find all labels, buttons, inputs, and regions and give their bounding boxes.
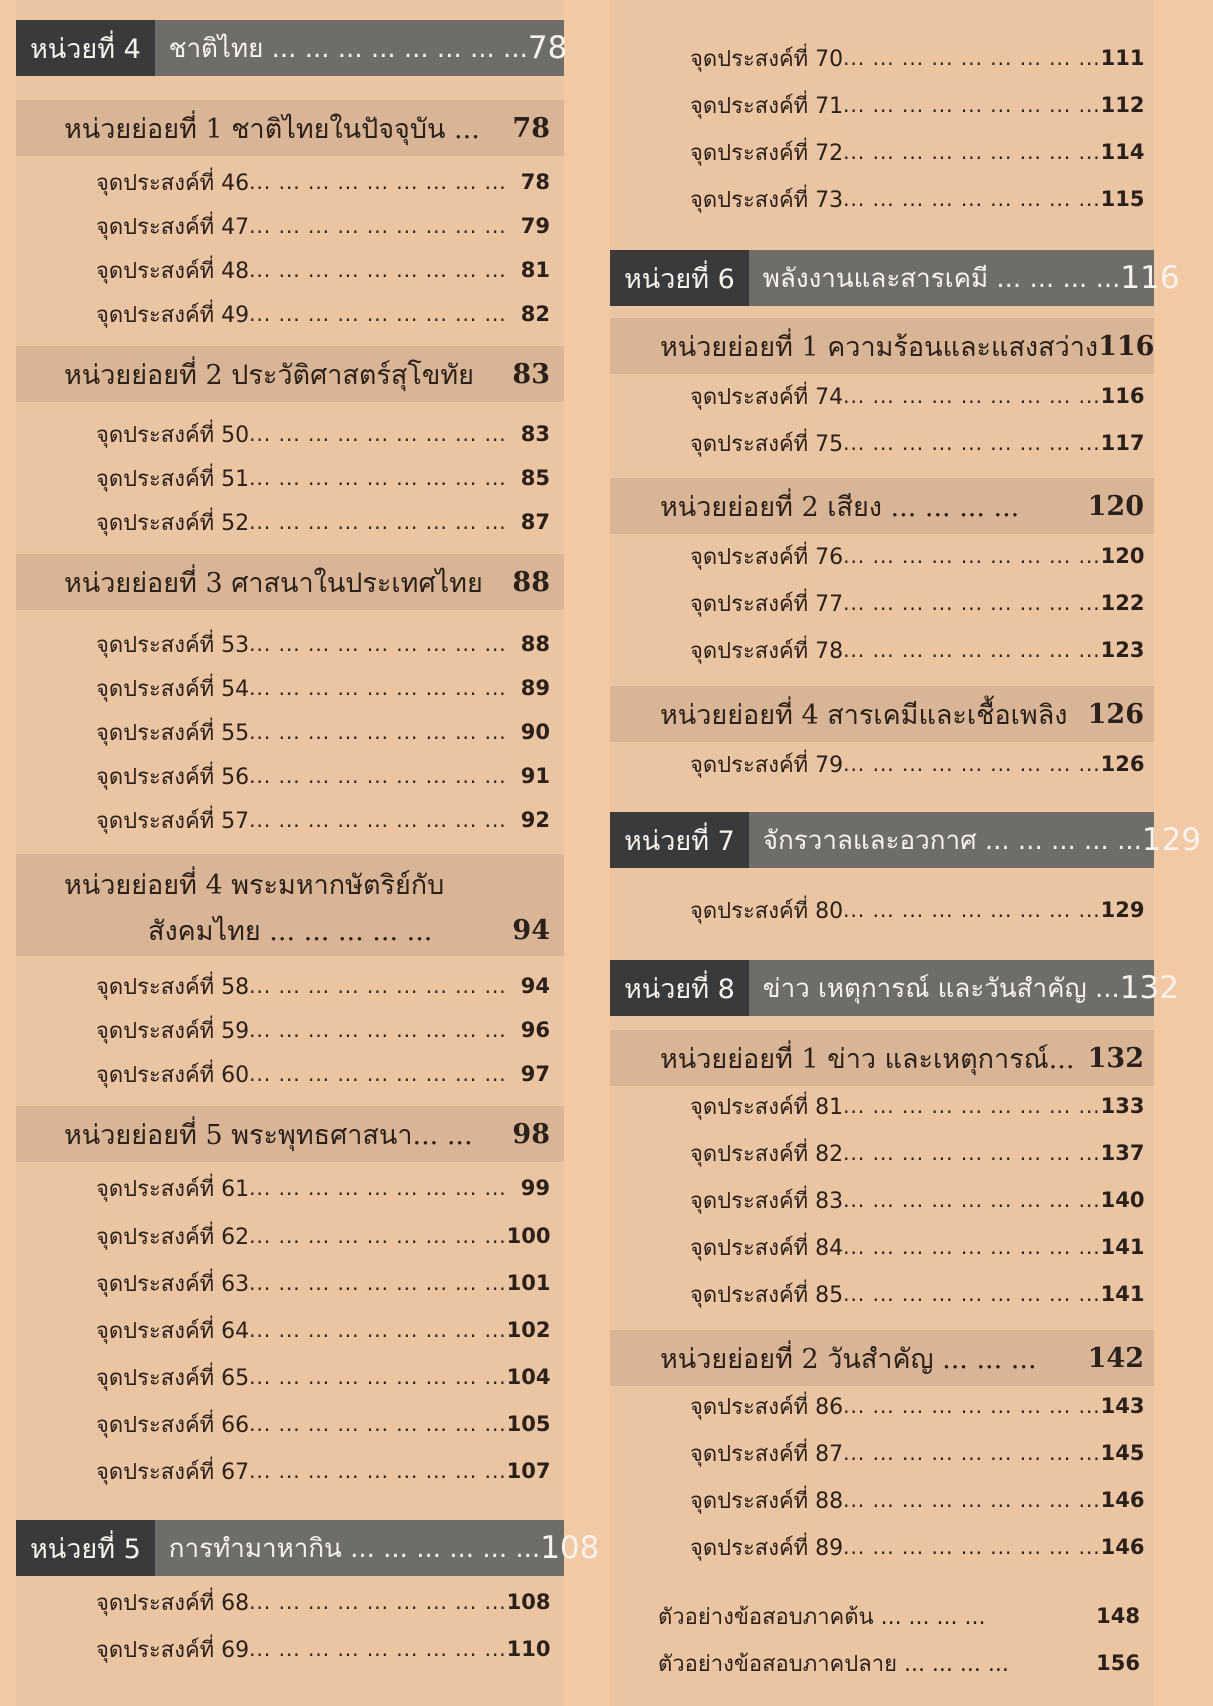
objective-row[interactable] — [16, 1582, 564, 1622]
objective-label: จุดประสงค์ที่ 69 — [96, 1637, 250, 1663]
objective-page: 108 — [506, 1590, 551, 1614]
objective-row[interactable] — [16, 1216, 564, 1256]
unit-title: ชาติไทย ... ... ... ... ... ... ... ... — [168, 33, 528, 64]
leader-dots: ... ... ... ... ... ... ... ... ... — [843, 898, 1101, 922]
objective-page: 92 — [520, 808, 550, 832]
leader-dots: ... ... ... ... ... ... ... ... ... — [249, 1637, 507, 1661]
objective-page: 141 — [1100, 1235, 1145, 1259]
subunit-label: หน่วยย่อยที่ 5 พระพุทธศาสนา... ... — [64, 1119, 473, 1151]
objective-label: จุดประสงค์ที่ 60 — [96, 1062, 250, 1088]
objective-row[interactable] — [16, 668, 564, 708]
objective-row[interactable] — [16, 162, 564, 202]
objective-row[interactable] — [610, 85, 1154, 125]
objective-row[interactable] — [16, 624, 564, 664]
objective-row[interactable] — [16, 1451, 564, 1491]
subunit-page: 142 — [1087, 1342, 1144, 1374]
leader-dots: ... ... ... ... ... ... ... ... ... — [843, 1441, 1101, 1465]
objective-row[interactable] — [16, 414, 564, 454]
objective-page: 102 — [506, 1318, 551, 1342]
unit-tag: หน่วยที่ 8 — [610, 960, 749, 1016]
objective-page: 122 — [1100, 591, 1145, 615]
unit-title: การทำมาหากิน ... ... ... ... ... ... — [168, 1533, 541, 1564]
subunit-label: หน่วยย่อยที่ 1 ความร้อนและแสงสว่าง — [660, 331, 1099, 363]
objective-row[interactable] — [16, 458, 564, 498]
subunit-page: 83 — [512, 358, 550, 390]
objective-page: 105 — [506, 1412, 551, 1436]
objective-label: จุดประสงค์ที่ 87 — [690, 1441, 844, 1467]
objective-page: 96 — [520, 1018, 550, 1042]
objective-row[interactable] — [16, 1263, 564, 1303]
subunit-page: 94 — [512, 914, 550, 946]
objective-row[interactable] — [610, 890, 1154, 930]
objective-page: 100 — [506, 1224, 551, 1248]
objective-row[interactable] — [610, 744, 1154, 784]
objective-page: 82 — [520, 302, 550, 326]
leader-dots: ... ... ... ... ... ... ... ... ... — [249, 1062, 507, 1086]
objective-page: 140 — [1100, 1188, 1145, 1212]
unit-page: 132 — [1119, 970, 1179, 1006]
objective-page: 115 — [1100, 187, 1145, 211]
objective-row[interactable] — [16, 1629, 564, 1669]
unit-tag: หน่วยที่ 5 — [16, 1520, 155, 1576]
subunit-label: หน่วยย่อยที่ 4 พระมหากษัตริย์กับ — [64, 869, 445, 901]
leader-dots: ... ... ... ... ... ... ... ... ... — [249, 258, 507, 282]
subunit-row[interactable] — [16, 108, 564, 148]
objective-label: จุดประสงค์ที่ 56 — [96, 764, 250, 790]
subunit-row[interactable] — [610, 1038, 1154, 1078]
objective-page: 137 — [1100, 1141, 1145, 1165]
unit-5-header[interactable] — [16, 1520, 600, 1576]
leader-dots: ... ... ... ... ... ... ... ... ... — [249, 1176, 507, 1200]
objective-row[interactable] — [610, 1180, 1154, 1220]
leader-dots: ... ... ... ... ... ... ... ... ... — [843, 1394, 1101, 1418]
objective-row[interactable] — [610, 423, 1154, 463]
objective-label: จุดประสงค์ที่ 46 — [96, 170, 250, 196]
leader-dots: ... ... ... ... ... ... ... ... ... — [249, 1412, 507, 1436]
objective-page: 107 — [506, 1459, 551, 1483]
leader-dots: ... ... ... ... ... ... ... ... ... — [249, 214, 507, 238]
objective-label: จุดประสงค์ที่ 73 — [690, 187, 844, 213]
objective-row[interactable] — [16, 1010, 564, 1050]
left-column — [16, 0, 600, 1706]
objective-page: 126 — [1100, 752, 1145, 776]
objective-page: 129 — [1100, 898, 1145, 922]
leader-dots: ... ... ... ... ... ... ... ... ... — [249, 422, 507, 446]
objective-page: 99 — [520, 1176, 550, 1200]
leader-dots: ... ... ... ... ... ... ... ... ... — [843, 140, 1101, 164]
objective-row[interactable] — [16, 966, 564, 1006]
subunit-row[interactable] — [610, 694, 1154, 734]
objective-row[interactable] — [16, 294, 564, 334]
objective-label: จุดประสงค์ที่ 89 — [690, 1535, 844, 1561]
leader-dots: ... ... ... ... ... ... ... ... ... — [249, 720, 507, 744]
unit-page: 116 — [1120, 260, 1180, 296]
objective-row[interactable] — [16, 502, 564, 542]
objective-label: จุดประสงค์ที่ 88 — [690, 1488, 844, 1514]
objective-row[interactable] — [610, 1133, 1154, 1173]
objective-page: 97 — [520, 1062, 550, 1086]
objective-label: จุดประสงค์ที่ 53 — [96, 632, 250, 658]
objective-label: จุดประสงค์ที่ 59 — [96, 1018, 250, 1044]
objective-label: จุดประสงค์ที่ 58 — [96, 974, 250, 1000]
objective-page: 111 — [1100, 46, 1145, 70]
objective-label: จุดประสงค์ที่ 51 — [96, 466, 250, 492]
leader-dots: ... ... ... ... ... ... ... ... ... — [249, 1318, 507, 1342]
subunit-row[interactable] — [16, 1114, 564, 1154]
subunit-label: หน่วยย่อยที่ 3 ศาสนาในประเทศไทย — [64, 567, 483, 599]
objective-label: จุดประสงค์ที่ 80 — [690, 898, 844, 924]
objective-label: จุดประสงค์ที่ 49 — [96, 302, 250, 328]
objective-row[interactable] — [610, 179, 1154, 219]
objective-label: จุดประสงค์ที่ 64 — [96, 1318, 250, 1344]
leader-dots: ... ... ... ... ... ... ... ... ... — [843, 591, 1101, 615]
objective-label: จุดประสงค์ที่ 54 — [96, 676, 250, 702]
objective-row[interactable] — [610, 38, 1154, 78]
objective-label: จุดประสงค์ที่ 52 — [96, 510, 250, 536]
subunit-row-continued[interactable] — [16, 910, 564, 950]
subunit-page: 132 — [1087, 1042, 1144, 1074]
objective-page: 79 — [520, 214, 550, 238]
objective-page: 83 — [520, 422, 550, 446]
leader-dots: ... ... ... ... ... ... ... ... ... — [249, 466, 507, 490]
objective-page: 123 — [1100, 638, 1145, 662]
subunit-row[interactable] — [16, 354, 564, 394]
unit-4-header[interactable] — [16, 20, 568, 76]
objective-row[interactable] — [16, 1054, 564, 1094]
leader-dots: ... ... ... ... ... ... ... ... ... — [249, 676, 507, 700]
objective-page: 104 — [506, 1365, 551, 1389]
leader-dots: ... ... ... ... ... ... ... ... ... — [249, 1590, 507, 1614]
objective-row[interactable] — [16, 1357, 564, 1397]
objective-label: จุดประสงค์ที่ 79 — [690, 752, 844, 778]
subunit-row[interactable] — [610, 1338, 1154, 1378]
subunit-page: 78 — [512, 112, 550, 144]
objective-label: จุดประสงค์ที่ 76 — [690, 544, 844, 570]
objective-label: จุดประสงค์ที่ 65 — [96, 1365, 250, 1391]
subunit-page: 88 — [512, 566, 550, 598]
leader-dots: ... ... ... ... ... ... ... ... ... — [249, 1224, 507, 1248]
objective-page: 120 — [1100, 544, 1145, 568]
subunit-page: 120 — [1087, 490, 1144, 522]
objective-page: 101 — [506, 1271, 551, 1295]
leader-dots: ... ... ... ... ... ... ... ... ... — [843, 384, 1101, 408]
sample-exam-label: ตัวอย่างข้อสอบภาคต้น ... ... ... ... — [658, 1604, 986, 1630]
objective-row[interactable] — [16, 206, 564, 246]
objective-page: 81 — [520, 258, 550, 282]
leader-dots: ... ... ... ... ... ... ... ... ... — [249, 510, 507, 534]
unit-title: พลังงานและสารเคมี ... ... ... ... — [762, 263, 1121, 294]
objective-label: จุดประสงค์ที่ 83 — [690, 1188, 844, 1214]
subunit-label: หน่วยย่อยที่ 2 ประวัติศาสตร์สุโขทัย — [64, 359, 474, 391]
objective-page: 114 — [1100, 140, 1145, 164]
unit-8-header[interactable] — [610, 960, 1179, 1016]
leader-dots: ... ... ... ... ... ... ... ... ... — [843, 752, 1101, 776]
objective-label: จุดประสงค์ที่ 74 — [690, 384, 844, 410]
objective-page: 141 — [1100, 1282, 1145, 1306]
objective-row[interactable] — [610, 1480, 1154, 1520]
objective-label: จุดประสงค์ที่ 78 — [690, 638, 844, 664]
subunit-page: 98 — [512, 1118, 550, 1150]
objective-page: 143 — [1100, 1394, 1145, 1418]
objective-page: 90 — [520, 720, 550, 744]
sample-exam-page: 148 — [1096, 1604, 1140, 1628]
leader-dots: ... ... ... ... ... ... ... ... ... — [249, 808, 507, 832]
subunit-row[interactable] — [610, 326, 1154, 366]
objective-page: 85 — [520, 466, 550, 490]
objective-label: จุดประสงค์ที่ 48 — [96, 258, 250, 284]
objective-row[interactable] — [610, 1274, 1154, 1314]
objective-label: จุดประสงค์ที่ 86 — [690, 1394, 844, 1420]
objective-row[interactable] — [16, 250, 564, 290]
subunit-row[interactable] — [16, 864, 564, 904]
leader-dots: ... ... ... ... ... ... ... ... ... — [249, 764, 507, 788]
subunit-row[interactable] — [610, 486, 1154, 526]
unit-page: 78 — [527, 30, 568, 66]
objective-page: 145 — [1100, 1441, 1145, 1465]
subunit-row[interactable] — [16, 562, 564, 602]
objective-label: จุดประสงค์ที่ 81 — [690, 1094, 844, 1120]
objective-label: จุดประสงค์ที่ 77 — [690, 591, 844, 617]
objective-label: จุดประสงค์ที่ 50 — [96, 422, 250, 448]
objective-page: 133 — [1100, 1094, 1145, 1118]
leader-dots: ... ... ... ... ... ... ... ... ... — [249, 1018, 507, 1042]
objective-row[interactable] — [610, 536, 1154, 576]
objective-row[interactable] — [16, 1404, 564, 1444]
objective-page: 116 — [1100, 384, 1145, 408]
subunit-page: 126 — [1087, 698, 1144, 730]
objective-row[interactable] — [16, 1310, 564, 1350]
leader-dots: ... ... ... ... ... ... ... ... ... — [249, 1271, 507, 1295]
objective-row[interactable] — [16, 756, 564, 796]
leader-dots: ... ... ... ... ... ... ... ... ... — [843, 1488, 1101, 1512]
unit-page: 108 — [540, 1530, 600, 1566]
leader-dots: ... ... ... ... ... ... ... ... ... — [249, 170, 507, 194]
sample-exam-label: ตัวอย่างข้อสอบภาคปลาย ... ... ... ... — [658, 1651, 1009, 1677]
objective-label: จุดประสงค์ที่ 61 — [96, 1176, 250, 1202]
leader-dots: ... ... ... ... ... ... ... ... ... — [249, 302, 507, 326]
sample-exam-row[interactable] — [610, 1596, 1154, 1636]
objective-page: 87 — [520, 510, 550, 534]
objective-label: จุดประสงค์ที่ 75 — [690, 431, 844, 457]
objective-row[interactable] — [610, 1227, 1154, 1267]
objective-row[interactable] — [610, 1386, 1154, 1426]
objective-label: จุดประสงค์ที่ 71 — [690, 93, 844, 119]
objective-page: 112 — [1100, 93, 1145, 117]
objective-row[interactable] — [16, 1168, 564, 1208]
objective-page: 78 — [520, 170, 550, 194]
leader-dots: ... ... ... ... ... ... ... ... ... — [249, 974, 507, 998]
objective-row[interactable] — [610, 132, 1154, 172]
objective-row[interactable] — [610, 630, 1154, 670]
unit-tag: หน่วยที่ 4 — [16, 20, 155, 76]
unit-tag: หน่วยที่ 6 — [610, 250, 749, 306]
objective-row[interactable] — [610, 376, 1154, 416]
objective-label: จุดประสงค์ที่ 66 — [96, 1412, 250, 1438]
leader-dots: ... ... ... ... ... ... ... ... ... — [843, 544, 1101, 568]
unit-tag: หน่วยที่ 7 — [610, 812, 749, 868]
leader-dots: ... ... ... ... ... ... ... ... ... — [843, 1141, 1101, 1165]
objective-page: 110 — [506, 1637, 551, 1661]
leader-dots: ... ... ... ... ... ... ... ... ... — [843, 93, 1101, 117]
subunit-label: หน่วยย่อยที่ 2 เสียง ... ... ... ... — [660, 491, 1020, 523]
objective-row[interactable] — [610, 1086, 1154, 1126]
right-column — [610, 0, 1202, 1706]
objective-label: จุดประสงค์ที่ 57 — [96, 808, 250, 834]
leader-dots: ... ... ... ... ... ... ... ... ... — [249, 1365, 507, 1389]
objective-label: จุดประสงค์ที่ 63 — [96, 1271, 250, 1297]
subunit-label-continued: สังคมไทย ... ... ... ... ... — [148, 915, 433, 947]
objective-label: จุดประสงค์ที่ 84 — [690, 1235, 844, 1261]
sample-exam-row[interactable] — [610, 1643, 1154, 1683]
objective-label: จุดประสงค์ที่ 85 — [690, 1282, 844, 1308]
objective-row[interactable] — [610, 583, 1154, 623]
objective-page: 88 — [520, 632, 550, 656]
objective-label: จุดประสงค์ที่ 62 — [96, 1224, 250, 1250]
leader-dots: ... ... ... ... ... ... ... ... ... — [249, 632, 507, 656]
unit-7-header[interactable] — [610, 812, 1202, 868]
leader-dots: ... ... ... ... ... ... ... ... ... — [843, 1535, 1101, 1559]
objective-label: จุดประสงค์ที่ 68 — [96, 1590, 250, 1616]
unit-title: จักรวาลและอวกาศ ... ... ... ... ... — [762, 825, 1142, 856]
leader-dots: ... ... ... ... ... ... ... ... ... — [843, 46, 1101, 70]
sample-exam-page: 156 — [1096, 1651, 1140, 1675]
leader-dots: ... ... ... ... ... ... ... ... ... — [843, 1282, 1101, 1306]
objective-row[interactable] — [610, 1433, 1154, 1473]
objective-label: จุดประสงค์ที่ 72 — [690, 140, 844, 166]
objective-page: 89 — [520, 676, 550, 700]
objective-page: 91 — [520, 764, 550, 788]
objective-row[interactable] — [610, 1527, 1154, 1567]
objective-label: จุดประสงค์ที่ 67 — [96, 1459, 250, 1485]
objective-page: 94 — [520, 974, 550, 998]
subunit-label: หน่วยย่อยที่ 2 วันสำคัญ ... ... ... — [660, 1343, 1037, 1375]
unit-page: 129 — [1141, 822, 1202, 858]
subunit-page: 116 — [1098, 330, 1155, 362]
subunit-label: หน่วยย่อยที่ 1 ชาติไทยในปัจจุบัน ... — [64, 113, 480, 145]
objective-label: จุดประสงค์ที่ 47 — [96, 214, 250, 240]
objective-page: 146 — [1100, 1488, 1145, 1512]
objective-label: จุดประสงค์ที่ 82 — [690, 1141, 844, 1167]
objective-label: จุดประสงค์ที่ 55 — [96, 720, 250, 746]
subunit-label: หน่วยย่อยที่ 4 สารเคมีและเชื้อเพลิง — [660, 699, 1068, 731]
unit-title: ข่าว เหตุการณ์ และวันสำคัญ ... — [762, 973, 1120, 1004]
objective-page: 117 — [1100, 431, 1145, 455]
leader-dots: ... ... ... ... ... ... ... ... ... — [843, 638, 1101, 662]
leader-dots: ... ... ... ... ... ... ... ... ... — [843, 431, 1101, 455]
objective-row[interactable] — [16, 712, 564, 752]
leader-dots: ... ... ... ... ... ... ... ... ... — [249, 1459, 507, 1483]
leader-dots: ... ... ... ... ... ... ... ... ... — [843, 1235, 1101, 1259]
objective-row[interactable] — [16, 800, 564, 840]
leader-dots: ... ... ... ... ... ... ... ... ... — [843, 1188, 1101, 1212]
unit-6-header[interactable] — [610, 250, 1180, 306]
objective-page: 146 — [1100, 1535, 1145, 1559]
objective-label: จุดประสงค์ที่ 70 — [690, 46, 844, 72]
leader-dots: ... ... ... ... ... ... ... ... ... — [843, 187, 1101, 211]
subunit-label: หน่วยย่อยที่ 1 ข่าว และเหตุการณ์... — [660, 1043, 1075, 1075]
leader-dots: ... ... ... ... ... ... ... ... ... — [843, 1094, 1101, 1118]
